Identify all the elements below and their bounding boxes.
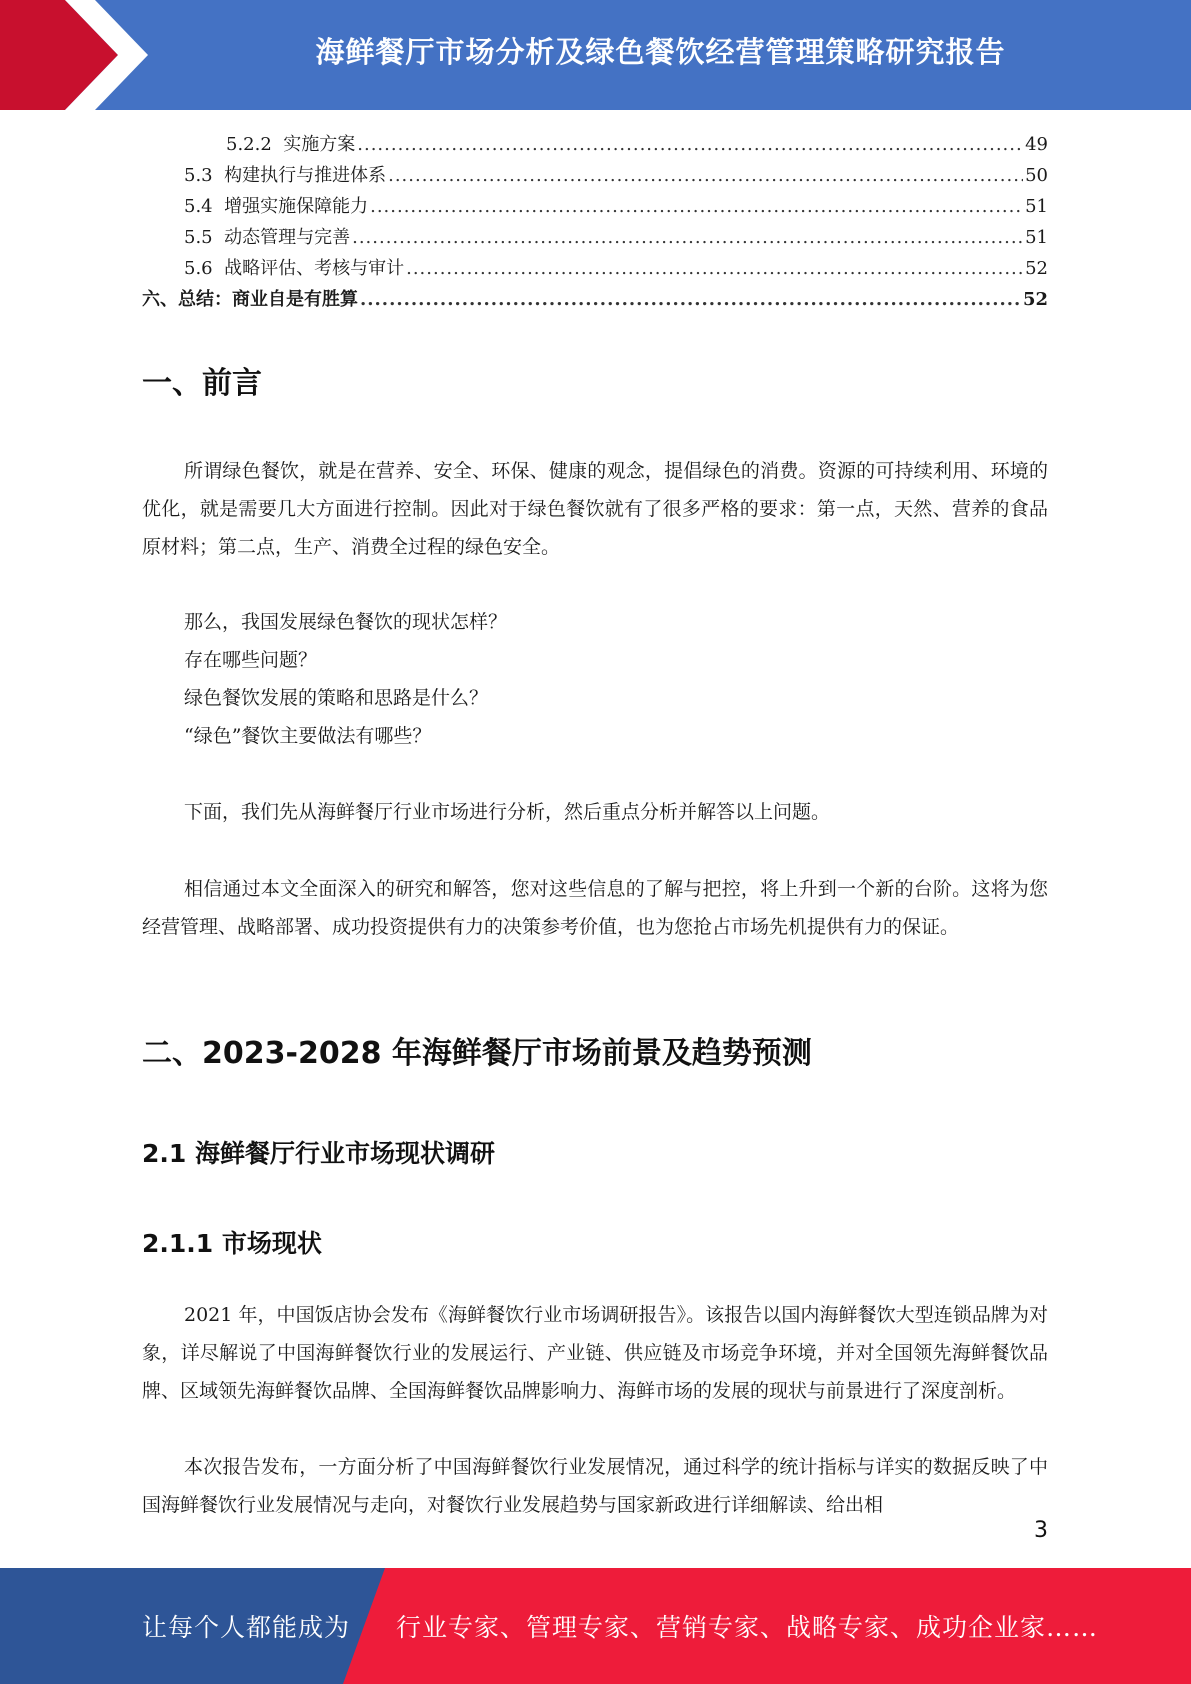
toc-item[interactable] (142, 130, 1048, 161)
toc-text: 增强实施保障能力 (224, 196, 369, 217)
toc-number: 六、 (142, 289, 178, 310)
toc-leader (370, 196, 1023, 217)
toc-leader (352, 227, 1023, 248)
toc-item[interactable] (142, 192, 1048, 223)
footer-slogan-right: 行业专家、管理专家、营销专家、战略专家、成功企业家…… (396, 1613, 1099, 1642)
paragraph: 2021 年，中国饭店协会发布《海鲜餐饮行业市场调研报告》。该报告以国内海鲜餐饮大型连锁品牌为对象，详尽解说了中国海鲜餐饮行业的发展运行、产业链、供应链及市场竞争环境，并对全国领先海鲜餐饮品牌、区域领先海鲜餐饮品牌、全国海鲜餐饮品牌影响力、海鲜市场的发展的现状与前景进行了深度剖析。 (142, 1304, 1048, 1402)
page-number: 3 (1034, 1518, 1048, 1543)
toc-text: 总结：商业自是有胜算 (178, 289, 358, 310)
question-line: 存在哪些问题？ (184, 649, 318, 671)
toc-page: 52 (1025, 258, 1048, 279)
page-footer (0, 1568, 1191, 1684)
toc-leader (406, 258, 1023, 279)
toc-item[interactable] (142, 285, 1048, 316)
toc-item[interactable] (142, 254, 1048, 285)
toc-item[interactable] (142, 223, 1048, 254)
toc-number: 5.4 (184, 196, 213, 217)
subsubsection-heading: 2.1.1 市场现状 (142, 1229, 322, 1258)
paragraph: 下面，我们先从海鲜餐厅行业市场进行分析，然后重点分析并解答以上问题。 (184, 801, 831, 823)
table-of-contents (142, 130, 1048, 316)
toc-text: 构建执行与推进体系 (224, 165, 387, 186)
question-line: “绿色”餐饮主要做法有哪些？ (184, 725, 432, 747)
toc-text: 动态管理与完善 (224, 227, 351, 248)
footer-slogan-left: 让每个人都能成为 (142, 1613, 351, 1642)
toc-leader (360, 289, 1021, 310)
toc-page: 50 (1025, 165, 1048, 186)
toc-text: 实施方案 (283, 134, 356, 155)
toc-leader (357, 134, 1023, 155)
toc-text: 战略评估、考核与审计 (224, 258, 405, 279)
toc-page: 49 (1025, 134, 1048, 155)
subsection-heading: 2.1 海鲜餐厅行业市场现状调研 (142, 1139, 495, 1168)
paragraph: 所谓绿色餐饮，就是在营养、安全、环保、健康的观念，提倡绿色的消费。资源的可持续利用、环境的优化，就是需要几大方面进行控制。因此对于绿色餐饮就有了很多严格的要求：第一点，天然、营养的食品原材料；第二点，生产、消费全过程的绿色安全。 (142, 460, 1048, 558)
toc-number: 5.3 (184, 165, 213, 186)
question-line: 绿色餐饮发展的策略和思路是什么？ (184, 687, 489, 709)
paragraph: 相信通过本文全面深入的研究和解答，您对这些信息的了解与把控，将上升到一个新的台阶。这将为您经营管理、战略部署、成功投资提供有力的决策参考价值，也为您抢占市场先机提供有力的保证。 (142, 878, 1048, 938)
toc-leader (388, 165, 1023, 186)
section-heading-preface: 一、前言 (142, 366, 262, 401)
toc-page: 52 (1022, 289, 1048, 310)
document-title: 海鲜餐厅市场分析及绿色餐饮经营管理策略研究报告 (315, 34, 1006, 69)
page-header (0, 0, 1191, 110)
toc-number: 5.6 (184, 258, 213, 279)
toc-number: 5.2.2 (226, 134, 272, 155)
paragraph: 本次报告发布，一方面分析了中国海鲜餐饮行业发展情况，通过科学的统计指标与详实的数据反映了中国海鲜餐饮行业发展情况与走向，对餐饮行业发展趋势与国家新政进行详细解读、给出相 (142, 1456, 1048, 1516)
toc-number: 5.5 (184, 227, 213, 248)
section-heading-market-outlook: 二、2023-2028 年海鲜餐厅市场前景及趋势预测 (142, 1036, 812, 1071)
question-line: 那么，我国发展绿色餐饮的现状怎样？ (184, 611, 508, 633)
toc-page: 51 (1025, 227, 1048, 248)
toc-page: 51 (1025, 196, 1048, 217)
toc-item[interactable] (142, 161, 1048, 192)
